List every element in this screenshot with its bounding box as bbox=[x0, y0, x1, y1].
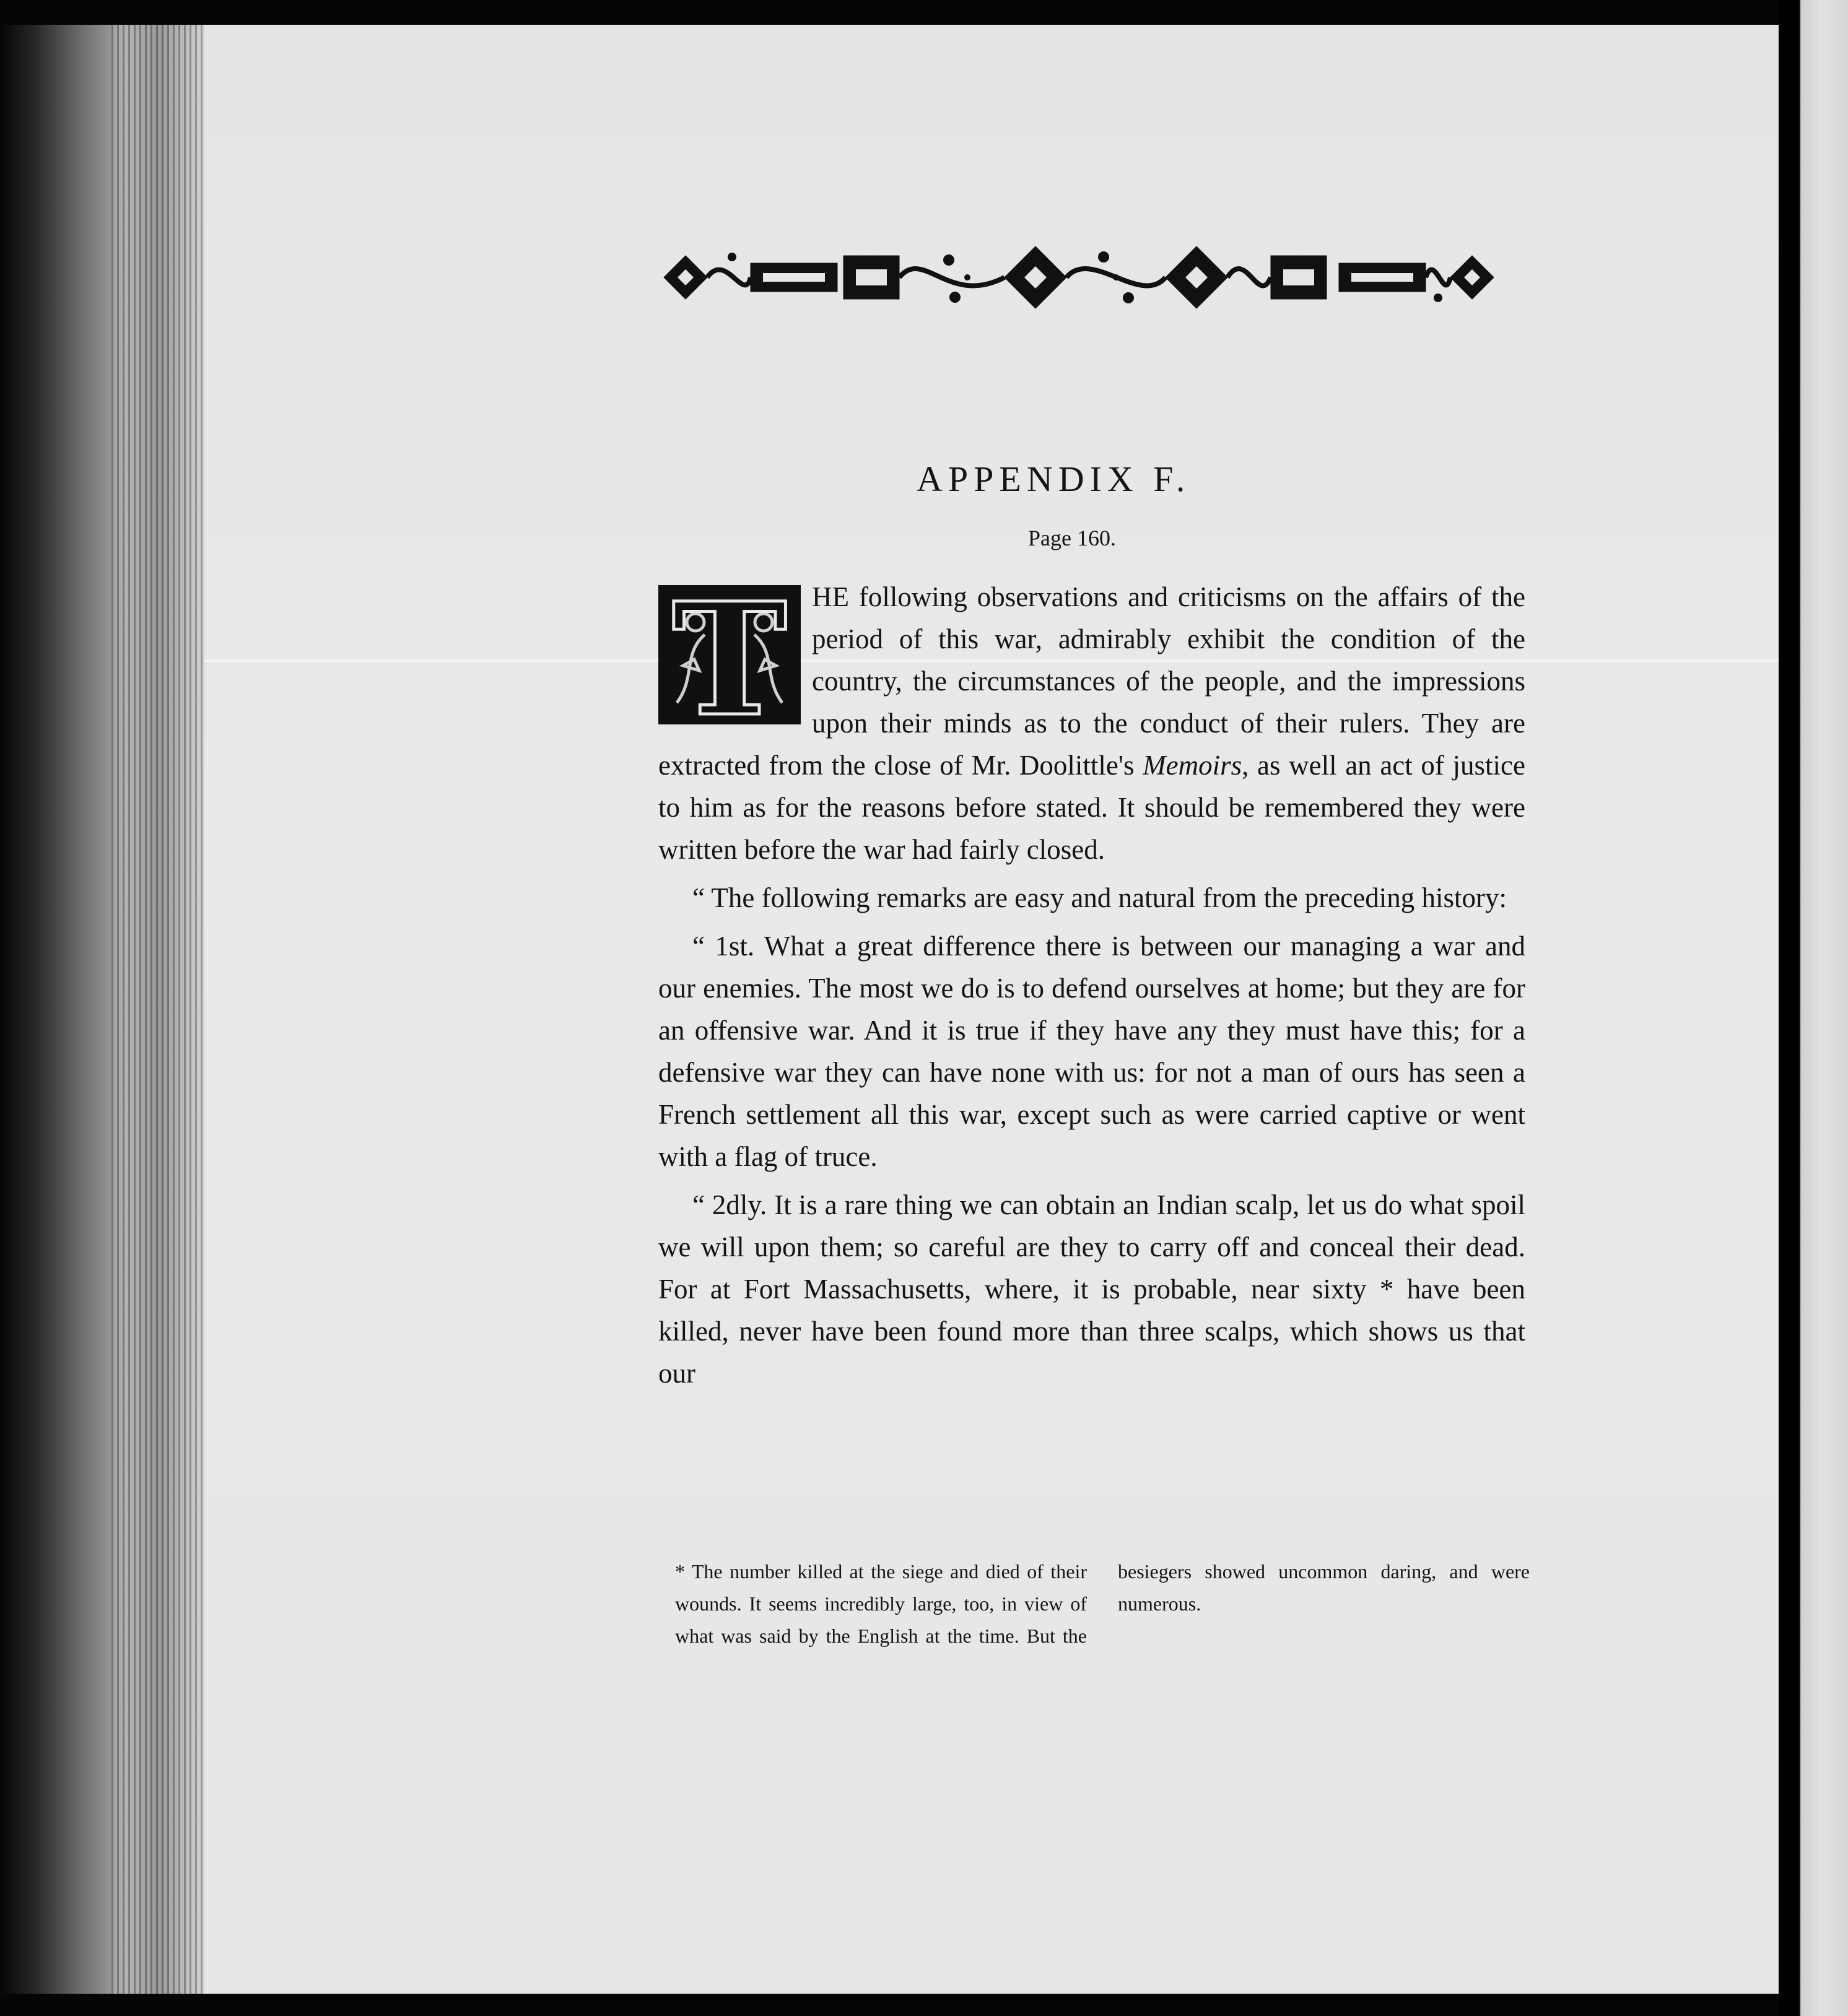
opening-paragraph bbox=[658, 568, 1526, 871]
paragraph-text: following observations and criticisms on the affairs of the period of this war, admirably exhibit the condition of the country, the circumstances of the people, and the impressions upon their minds as to the conduct of their rulers. They are extracted from the close of Mr. Doolittle's bbox=[658, 581, 1526, 781]
book-page-edges bbox=[111, 0, 204, 2016]
appendix-body-text bbox=[658, 568, 1526, 1401]
drop-cap-continuation: HE bbox=[812, 581, 849, 612]
decorative-headpiece bbox=[658, 238, 1500, 316]
book-edge-right bbox=[1779, 0, 1848, 2016]
italic-title: Memoirs bbox=[1143, 750, 1242, 781]
quoted-paragraph-first: “ 1st. What a great difference there is between our managing a war and our enemies. The most we do is to defend ourselves at home; but they are for an offensive war. And it is true if they have any they must have this; for a defensive war they can have none with us: for not a man of ours has seen a French settlement all this war, except such as were carried captive or went with a flag of truce. bbox=[658, 931, 1525, 1172]
footnote-text: * The number killed at the siege and died of their wounds. It seems incredibly large, too, in view of what was said by the English at the time. But the besiegers showed uncommon daring, and were numerous. bbox=[675, 1560, 1530, 1647]
page-reference: Page 160. bbox=[1028, 526, 1116, 550]
paragraph-text-continued: , as well an act of justice to him as for the reasons before stated. It should be remembered they were written before the war had fairly closed. bbox=[658, 750, 1525, 865]
appendix-title: APPENDIX F. bbox=[917, 459, 1191, 499]
drop-cap-letter: T bbox=[671, 568, 788, 750]
scan-border-bottom bbox=[0, 1994, 1848, 2016]
scan-border-top bbox=[0, 0, 1848, 25]
quoted-paragraph-intro: “ The following remarks are easy and natural from the preceding history: bbox=[692, 882, 1507, 913]
quoted-paragraph-second: “ 2dly. It is a rare thing we can obtain an Indian scalp, let us do what spoil we will upon them; so careful are they to carry off and conceal their dead. For at Fort Massachusetts, where, it is probable, near sixty * have been killed, never have been found more than three scalps, which shows us that our bbox=[658, 1189, 1525, 1389]
footnote bbox=[675, 1555, 1530, 1652]
